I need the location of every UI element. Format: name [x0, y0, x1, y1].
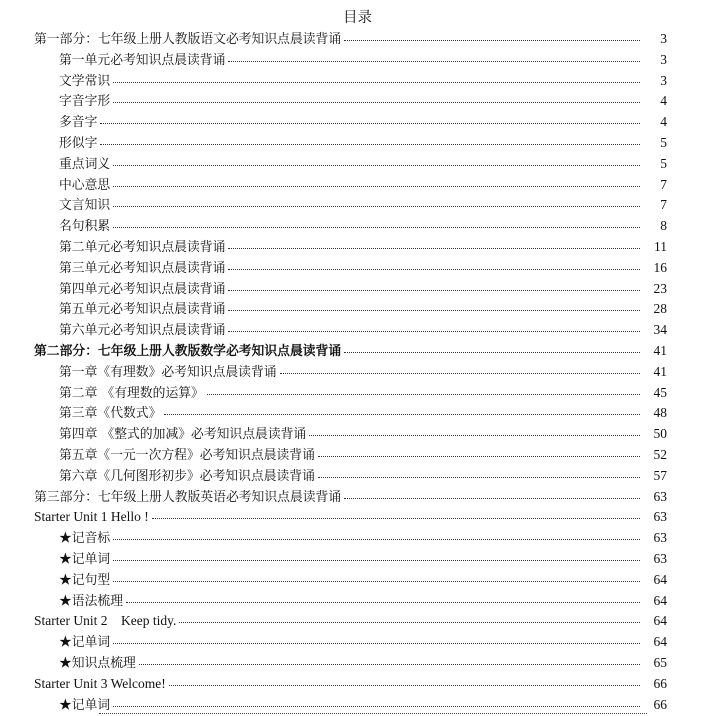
toc-entry[interactable]	[0, 279, 715, 300]
dot-leader	[228, 331, 640, 332]
toc-entry-page: 48	[643, 403, 667, 424]
dot-leader	[152, 518, 640, 519]
toc-entry[interactable]	[0, 175, 715, 196]
toc-entry-page: 66	[643, 695, 667, 716]
table-of-contents	[0, 29, 715, 715]
toc-entry-page: 28	[643, 299, 667, 320]
dot-leader	[228, 248, 640, 249]
toc-entry[interactable]	[0, 195, 715, 216]
toc-entry-label: ★记句型	[59, 571, 110, 592]
toc-entry-label: 第四章 《整式的加减》必考知识点晨读背诵	[59, 425, 306, 446]
toc-entry-page: 41	[643, 341, 667, 362]
toc-entry-label: ★记单词	[59, 696, 110, 716]
toc-entry-label: Starter Unit 3 Welcome!	[34, 674, 166, 695]
toc-entry-label: 中心意思	[59, 176, 110, 197]
dot-leader	[113, 206, 640, 207]
dot-leader	[207, 394, 640, 395]
toc-entry-page: 7	[643, 175, 667, 196]
dot-leader	[228, 269, 640, 270]
toc-entry[interactable]	[0, 424, 715, 445]
dot-leader	[113, 643, 640, 644]
toc-entry[interactable]	[0, 528, 715, 549]
toc-entry[interactable]	[0, 112, 715, 133]
toc-entry-label: 第二部分：七年级上册人教版数学必考知识点晨读背诵	[34, 342, 341, 363]
toc-entry[interactable]	[0, 549, 715, 570]
toc-entry[interactable]	[0, 216, 715, 237]
toc-entry-page: 57	[643, 466, 667, 487]
toc-entry-label: 第三单元必考知识点晨读背诵	[59, 259, 225, 280]
dot-leader	[318, 477, 640, 478]
toc-entry-page: 64	[643, 570, 667, 591]
toc-entry-page: 3	[643, 71, 667, 92]
toc-entry-label: 重点词义	[59, 155, 110, 176]
toc-entry-page: 64	[643, 632, 667, 653]
toc-entry-page: 63	[643, 507, 667, 528]
toc-entry[interactable]	[0, 611, 715, 632]
toc-entry-page: 52	[643, 445, 667, 466]
dot-leader	[228, 310, 640, 311]
toc-entry[interactable]	[0, 466, 715, 487]
toc-entry-label: ★记音标	[59, 529, 110, 550]
toc-entry-label: 第三部分：七年级上册人教版英语必考知识点晨读背诵	[34, 488, 341, 509]
dot-leader	[169, 685, 640, 686]
toc-entry-label: 第三章《代数式》	[59, 404, 161, 425]
toc-entry[interactable]	[0, 320, 715, 341]
toc-entry[interactable]	[0, 445, 715, 466]
toc-entry-page: 45	[643, 383, 667, 404]
toc-entry-page: 8	[643, 216, 667, 237]
toc-entry[interactable]	[0, 133, 715, 154]
toc-entry-page: 5	[643, 133, 667, 154]
dot-leader	[318, 456, 640, 457]
toc-entry-page: 4	[643, 112, 667, 133]
dot-leader	[280, 373, 640, 374]
toc-entry-label: 第五单元必考知识点晨读背诵	[59, 300, 225, 321]
dot-leader	[344, 498, 640, 499]
toc-entry-page: 50	[643, 424, 667, 445]
toc-entry-page: 65	[643, 653, 667, 674]
dot-leader	[113, 227, 640, 228]
toc-entry[interactable]	[0, 362, 715, 383]
toc-entry-label: 第四单元必考知识点晨读背诵	[59, 280, 225, 301]
toc-entry[interactable]	[0, 653, 715, 674]
toc-entry-page: 63	[643, 528, 667, 549]
toc-entry-label: 文学常识	[59, 72, 110, 93]
toc-entry[interactable]	[0, 674, 715, 695]
toc-entry-page: 16	[643, 258, 667, 279]
dot-leader	[100, 123, 640, 124]
dot-leader	[113, 581, 640, 582]
toc-entry[interactable]	[0, 487, 715, 508]
toc-entry-label: ★语法梳理	[59, 592, 123, 613]
toc-entry-page: 4	[643, 91, 667, 112]
toc-entry[interactable]	[0, 299, 715, 320]
toc-entry-label: ★知识点梳理	[59, 654, 136, 675]
toc-entry[interactable]	[0, 403, 715, 424]
dot-leader	[113, 539, 640, 540]
toc-entry[interactable]	[0, 258, 715, 279]
toc-entry-page: 7	[643, 195, 667, 216]
toc-entry-label: 第二单元必考知识点晨读背诵	[59, 238, 225, 259]
toc-entry-page: 64	[643, 611, 667, 632]
dot-leader	[113, 706, 640, 707]
toc-entry-label: 第一章《有理数》必考知识点晨读背诵	[59, 363, 277, 384]
dot-leader	[179, 622, 640, 623]
dot-leader	[139, 664, 640, 665]
cut-off-toc-entry	[59, 710, 667, 716]
page-title: 目录	[0, 8, 715, 28]
dot-leader	[164, 414, 640, 415]
dot-leader	[228, 290, 640, 291]
toc-entry-page: 66	[643, 674, 667, 695]
toc-entry[interactable]	[0, 29, 715, 50]
toc-entry-label: 第一单元必考知识点晨读背诵	[59, 51, 225, 72]
toc-entry[interactable]	[0, 237, 715, 258]
toc-entry-label: 文言知识	[59, 196, 110, 217]
toc-entry-label: 第一部分：七年级上册人教版语文必考知识点晨读背诵	[34, 30, 341, 51]
toc-entry-page: 34	[643, 320, 667, 341]
toc-entry[interactable]	[0, 91, 715, 112]
toc-entry-page: 41	[643, 362, 667, 383]
toc-entry-page: 5	[643, 154, 667, 175]
dot-leader	[113, 102, 640, 103]
toc-entry[interactable]	[0, 570, 715, 591]
dot-leader	[113, 560, 640, 561]
dot-leader	[113, 82, 640, 83]
toc-entry-page: 11	[643, 237, 667, 258]
toc-entry-page: 3	[643, 50, 667, 71]
toc-entry[interactable]	[0, 154, 715, 175]
dot-leader	[100, 144, 640, 145]
toc-entry[interactable]	[0, 632, 715, 653]
dot-leader	[113, 165, 640, 166]
dot-leader	[113, 186, 640, 187]
toc-entry-label: 第六章《几何图形初步》必考知识点晨读背诵	[59, 467, 315, 488]
toc-entry-label: Starter Unit 2 Keep tidy.	[34, 611, 176, 632]
toc-entry-label: 名句积累	[59, 217, 110, 238]
dot-leader	[99, 713, 647, 714]
toc-entry-page: 3	[643, 29, 667, 50]
toc-entry[interactable]	[0, 591, 715, 612]
toc-entry-page: 64	[643, 591, 667, 612]
dot-leader	[344, 40, 640, 41]
toc-entry-label: 形似字	[59, 134, 97, 155]
dot-leader	[228, 61, 640, 62]
toc-entry-label: 第二章 《有理数的运算》	[59, 384, 204, 405]
toc-entry-label: 多音字	[59, 113, 97, 134]
toc-entry[interactable]	[0, 341, 715, 362]
dot-leader	[344, 352, 640, 353]
toc-entry-label: ★记单词	[59, 633, 110, 654]
toc-entry-page: 23	[643, 279, 667, 300]
toc-entry-page: 63	[643, 487, 667, 508]
toc-entry-label: 字音字形	[59, 92, 110, 113]
toc-entry[interactable]	[0, 383, 715, 404]
toc-entry[interactable]	[0, 507, 715, 528]
toc-entry-label: 第五章《一元一次方程》必考知识点晨读背诵	[59, 446, 315, 467]
toc-entry-page: 63	[643, 549, 667, 570]
toc-entry-label: 第六单元必考知识点晨读背诵	[59, 321, 225, 342]
toc-entry-label: Starter Unit 1 Hello !	[34, 507, 149, 528]
toc-entry-label: ★记单词	[59, 550, 110, 571]
toc-entry[interactable]	[0, 71, 715, 92]
dot-leader	[126, 602, 640, 603]
toc-entry[interactable]	[0, 50, 715, 71]
dot-leader	[309, 435, 640, 436]
